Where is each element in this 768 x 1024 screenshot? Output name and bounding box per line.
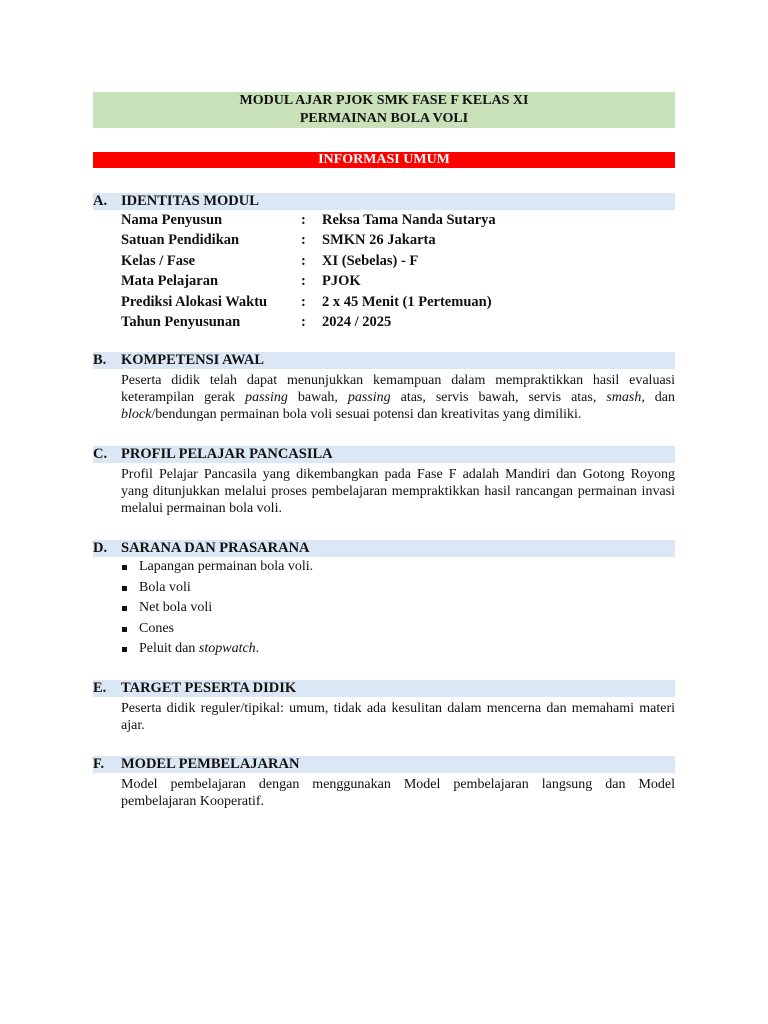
list-item-text: Lapangan permainan bola voli. (139, 559, 314, 575)
identity-table (121, 210, 675, 332)
section-heading (93, 193, 675, 210)
section-model-pembelajaran (93, 756, 675, 810)
section-heading (93, 680, 675, 697)
paragraph-text: atas, servis bawah, servis atas, (390, 390, 607, 406)
section-heading (93, 540, 675, 557)
list-item-text (139, 639, 259, 659)
identity-colon: : (301, 313, 306, 330)
section-letter: F. (93, 756, 105, 773)
identity-label: Tahun Penyusunan (121, 313, 241, 330)
section-title: SARANA DAN PRASARANA (121, 540, 310, 557)
section-paragraph (121, 372, 675, 423)
identity-row (121, 271, 675, 291)
identity-label: Mata Pelajaran (121, 273, 219, 290)
list-item-text-part: Peluit dan (139, 640, 199, 656)
identity-colon: : (301, 293, 306, 310)
list-item (121, 557, 675, 577)
list-item (121, 598, 675, 618)
info-banner: INFORMASI UMUM (93, 152, 675, 168)
identity-value: 2 x 45 Menit (1 Pertemuan) (322, 293, 492, 310)
list-item (121, 639, 675, 659)
list-item-text: Cones (139, 620, 174, 636)
identity-label: Kelas / Fase (121, 252, 196, 269)
paragraph-emphasis: smash (606, 390, 642, 406)
identity-value: PJOK (322, 273, 361, 290)
section-letter: B. (93, 352, 107, 369)
paragraph-emphasis: passing (245, 390, 288, 406)
identity-label: Nama Penyusun (121, 212, 223, 228)
square-bullet-icon (121, 619, 139, 639)
section-heading (93, 446, 675, 463)
section-letter: C. (93, 446, 108, 463)
section-heading (93, 352, 675, 369)
identity-colon: : (301, 212, 306, 228)
paragraph-text: bawah, (287, 390, 348, 406)
section-sarana-dan-prasarana (93, 540, 675, 659)
square-bullet-icon (121, 578, 139, 598)
section-title: KOMPETENSI AWAL (121, 352, 265, 369)
section-letter: D. (93, 540, 108, 557)
square-bullet-icon (121, 639, 139, 659)
section-target-peserta-didik (93, 680, 675, 734)
document-page (93, 92, 675, 810)
identity-row (121, 312, 675, 332)
document-title-box (93, 92, 675, 128)
identity-value: XI (Sebelas) - F (322, 252, 419, 269)
section-title: PROFIL PELAJAR PANCASILA (121, 446, 333, 463)
identity-value: 2024 / 2025 (322, 313, 392, 330)
section-letter: E. (93, 680, 107, 697)
section-heading (93, 756, 675, 773)
document-title-line1: MODUL AJAR PJOK SMK FASE F KELAS XI (239, 93, 529, 108)
paragraph-text: , dan (641, 390, 676, 406)
identity-label: Prediksi Alokasi Waktu (121, 293, 268, 310)
identity-value: SMKN 26 Jakarta (322, 232, 436, 249)
paragraph-text: Peserta didik telah dapat menunjukkan kemampuan dalam mempraktikkan hasil evaluasi keterampilan gerak (121, 373, 675, 406)
list-item-text: Net bola voli (139, 600, 213, 616)
list-item (121, 619, 675, 639)
identity-row (121, 210, 675, 230)
paragraph-emphasis: passing (347, 390, 391, 406)
section-title: MODEL PEMBELAJARAN (121, 756, 300, 773)
section-paragraph: Model pembelajaran dengan menggunakan Model pembelajaran langsung dan Model pembelajaran Kooperatif. (121, 777, 675, 810)
list-item-emphasis: stopwatch (198, 640, 256, 656)
identity-colon: : (301, 252, 306, 269)
section-paragraph: Peserta didik reguler/tipikal: umum, tidak ada kesulitan dalam mencerna dan memahami materi ajar. (121, 701, 675, 734)
identity-row (121, 251, 675, 271)
document-title-line2: PERMAINAN BOLA VOLI (299, 111, 469, 126)
list-item (121, 578, 675, 598)
section-title: IDENTITAS MODUL (121, 193, 259, 209)
section-title: TARGET PESERTA DIDIK (121, 680, 297, 697)
section-letter: A. (93, 193, 108, 209)
section-paragraph: Profil Pelajar Pancasila yang dikembangkan pada Fase F adalah Mandiri dan Gotong Royong yang ditunjukkan melalui proses pembelajaran mempraktikkan hasil rancangan permainan invasi melalui permainan bola voli. (121, 467, 675, 517)
identity-colon: : (301, 232, 306, 249)
paragraph-text: /bendungan permainan bola voli sesuai potensi dan kreativitas yang dimiliki. (151, 407, 582, 423)
list-item-text: Bola voli (139, 579, 191, 595)
section-kompetensi-awal (93, 352, 675, 423)
identity-row (121, 230, 675, 250)
identity-row (121, 292, 675, 312)
identity-label: Satuan Pendidikan (121, 232, 240, 249)
paragraph-emphasis: block (121, 407, 152, 423)
section-profil-pelajar-pancasila (93, 446, 675, 517)
facility-list (121, 557, 675, 659)
identity-value: Reksa Tama Nanda Sutarya (322, 212, 496, 228)
square-bullet-icon (121, 557, 139, 577)
list-item-text-part: . (255, 640, 260, 656)
identity-colon: : (301, 273, 306, 290)
square-bullet-icon (121, 598, 139, 618)
section-identitas-modul (93, 193, 675, 332)
